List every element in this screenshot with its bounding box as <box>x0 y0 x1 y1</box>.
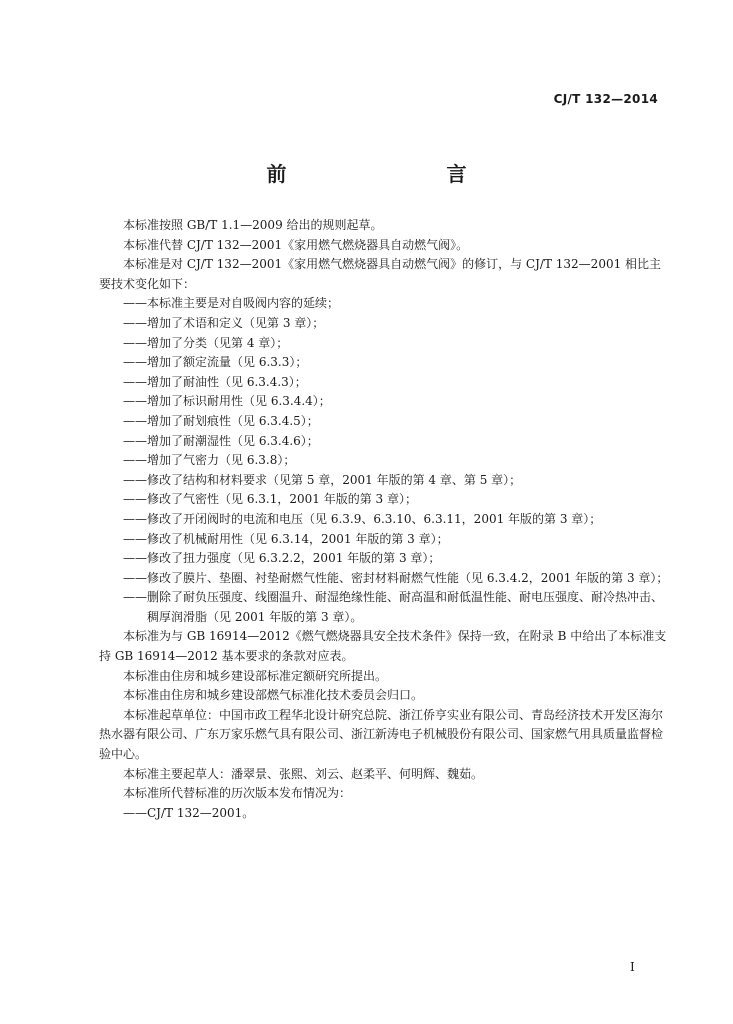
page-title: 前 言 <box>266 162 507 186</box>
paragraph: 本标准是对 CJ/T 132—2001《家用燃气燃烧器具自动燃气阀》的修订，与 CJ/T 132—2001 相比主要技术变化如下： <box>99 257 662 291</box>
list-item: ——增加了术语和定义（见第 3 章）； <box>123 315 325 330</box>
list-item: ——增加了耐潮湿性（见 6.3.4.6）； <box>123 433 319 448</box>
list-item: ——增加了额定流量（见 6.3.3）； <box>123 355 308 370</box>
history-item: ——CJ/T 132—2001。 <box>123 805 255 820</box>
list-item: ——增加了标识耐用性（见 6.3.4.4）； <box>123 394 331 409</box>
paragraph: 本标准起草单位：中国市政工程华北设计研究总院、浙江侨亨实业有限公司、青岛经济技术开发区海尔热水器有限公司、广东万家乐燃气具有限公司、浙江新涛电子机械股份有限公司、国家燃气用具质量监督检验中心。 <box>99 707 664 762</box>
list-item: ——增加了分类（见第 4 章）； <box>123 335 289 350</box>
changes-list <box>99 294 671 627</box>
paragraph: 本标准主要起草人：潘翠景、张熙、刘云、赵柔平、何明辉、魏茹。 <box>123 766 484 781</box>
paragraph: 本标准由住房和城乡建设部标准定额研究所提出。 <box>123 668 388 683</box>
list-item: ——修改了开闭阀时的电流和电压（见 6.3.9、6.3.10、6.3.11，2001 年版的第 3 章）； <box>123 511 602 526</box>
list-item: ——修改了机械耐用性（见 6.3.14，2001 年版的第 3 章）； <box>123 531 449 546</box>
list-item: ——删除了耐负压强度、线圈温升、耐湿绝缘性能、耐高温和耐低温性能、耐电压强度、耐冷热冲击、稠厚润滑脂（见 2001 年版的第 3 章）。 <box>123 590 664 624</box>
list-item: ——本标准主要是对自吸阀内容的延续； <box>123 296 340 311</box>
paragraph: 本标准为与 GB 16914—2012《燃气燃烧器具安全技术条件》保持一致，在附录 B 中给出了本标准支持 GB 16914—2012 基本要求的条款对应表。 <box>99 629 667 664</box>
list-item: ——修改了扭力强度（见 6.3.2.2，2001 年版的第 3 章）； <box>123 551 441 566</box>
list-item: ——修改了膜片、垫圈、衬垫耐燃气性能、密封材料耐燃气性能（见 6.3.4.2，2001 年版的第 3 章）； <box>123 570 669 585</box>
foreword-body <box>99 216 671 823</box>
paragraph: 本标准代替 CJ/T 132—2001《家用燃气燃烧器具自动燃气阀》。 <box>123 237 469 252</box>
list-item: ——增加了耐油性（见 6.3.4.3）； <box>123 374 307 389</box>
list-item: ——增加了耐划痕性（见 6.3.4.5）； <box>123 413 319 428</box>
list-item: ——修改了结构和材料要求（见第 5 章，2001 年版的第 4 章、第 5 章）； <box>123 472 522 487</box>
page-number: I <box>630 960 635 974</box>
standard-code: CJ/T 132—2014 <box>553 92 658 106</box>
paragraph: 本标准所代替标准的历次版本发布情况为： <box>123 786 352 801</box>
paragraph: 本标准按照 GB/T 1.1—2009 给出的规则起草。 <box>123 218 383 232</box>
paragraph: 本标准由住房和城乡建设部燃气标准化技术委员会归口。 <box>123 688 424 703</box>
list-item: ——增加了气密力（见 6.3.8）； <box>123 453 296 468</box>
list-item: ——修改了气密性（见 6.3.1，2001 年版的第 3 章）； <box>123 492 417 507</box>
